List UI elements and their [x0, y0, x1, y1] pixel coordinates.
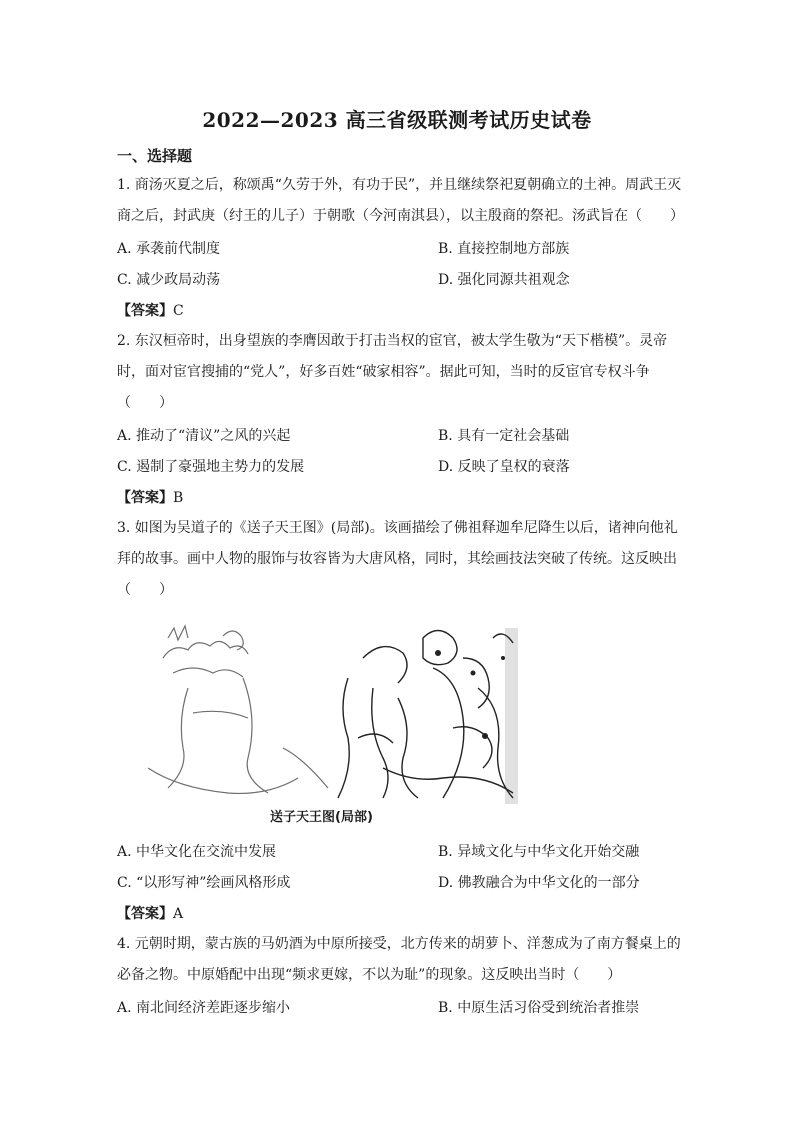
- question-1-option-c: C. 减少政局动荡: [117, 272, 221, 288]
- question-2-answer: [117, 487, 183, 507]
- answer-value: A: [173, 906, 184, 922]
- question-1-answer: [117, 300, 184, 320]
- question-3-option-c: C. “以形写神”绘画风格形成: [117, 875, 291, 891]
- question-3-option-d: D. 佛教融合为中华文化的一部分: [438, 875, 640, 891]
- question-1-option-a: A. 承袭前代制度: [117, 241, 221, 257]
- question-1-stem: 1. 商汤灭夏之后，称颂禹“久劳于外，有功于民”，并且继续祭祀夏朝确立的土神。周武王灭商之后，封武庚（纣王的儿子）于朝歌（今河南淇县），以主殷商的祭祀。汤武旨在（ ）: [117, 177, 684, 224]
- answer-tag: 【答案】: [117, 490, 173, 506]
- question-3-option-b: B. 异域文化与中华文化开始交融: [438, 844, 640, 860]
- answer-tag: 【答案】: [117, 906, 173, 922]
- question-1-option-b: B. 直接控制地方部族: [438, 241, 570, 257]
- question-4-option-a: A. 南北间经济差距逐步缩小: [117, 1000, 291, 1016]
- question-3-stem: 3. 如图为吴道子的《送子天王图》(局部)。该画描绘了佛祖释迦牟尼降生以后，诸神向他礼拜的故事。画中人物的服饰与妆容皆为大唐风格，同时，其绘画技法突破了传统。这反映出（ ）: [117, 520, 678, 598]
- question-2-option-d: D. 反映了皇权的衰落: [438, 459, 570, 475]
- question-3-option-a: A. 中华文化在交流中发展: [117, 844, 277, 860]
- painting-figure: [133, 618, 518, 804]
- question-2-option-b: B. 具有一定社会基础: [438, 428, 570, 444]
- section-heading: 一、选择题: [117, 147, 193, 165]
- figure-caption: 送子天王图(局部): [270, 810, 373, 825]
- question-2-option-c: C. 遏制了豪强地主势力的发展: [117, 459, 305, 475]
- page-title: 2022—2023 高三省级联测考试历史试卷: [202, 108, 592, 132]
- answer-value: C: [173, 303, 184, 319]
- question-4-stem: 4. 元朝时期，蒙古族的马奶酒为中原所接受，北方传来的胡萝卜、洋葱成为了南方餐桌上的必备之物。中原婚配中出现“频求更嫁，不以为耻”的现象。这反映出当时（ ）: [117, 936, 681, 983]
- answer-value: B: [173, 490, 184, 506]
- answer-tag: 【答案】: [117, 303, 173, 319]
- question-3-answer: [117, 903, 183, 923]
- question-2-stem: 2. 东汉桓帝时，出身望族的李膺因敢于打击当权的宦官，被太学生敬为“天下楷模”。灵帝时，面对宦官搜捕的“党人”，好多百姓“破家相容”。据此可知，当时的反宦官专权斗争（ ）: [117, 333, 668, 411]
- question-2-option-a: A. 推动了“清议”之风的兴起: [117, 428, 291, 444]
- question-4-option-b: B. 中原生活习俗受到统治者推崇: [438, 1000, 640, 1016]
- question-1-option-d: D. 强化同源共祖观念: [438, 272, 570, 288]
